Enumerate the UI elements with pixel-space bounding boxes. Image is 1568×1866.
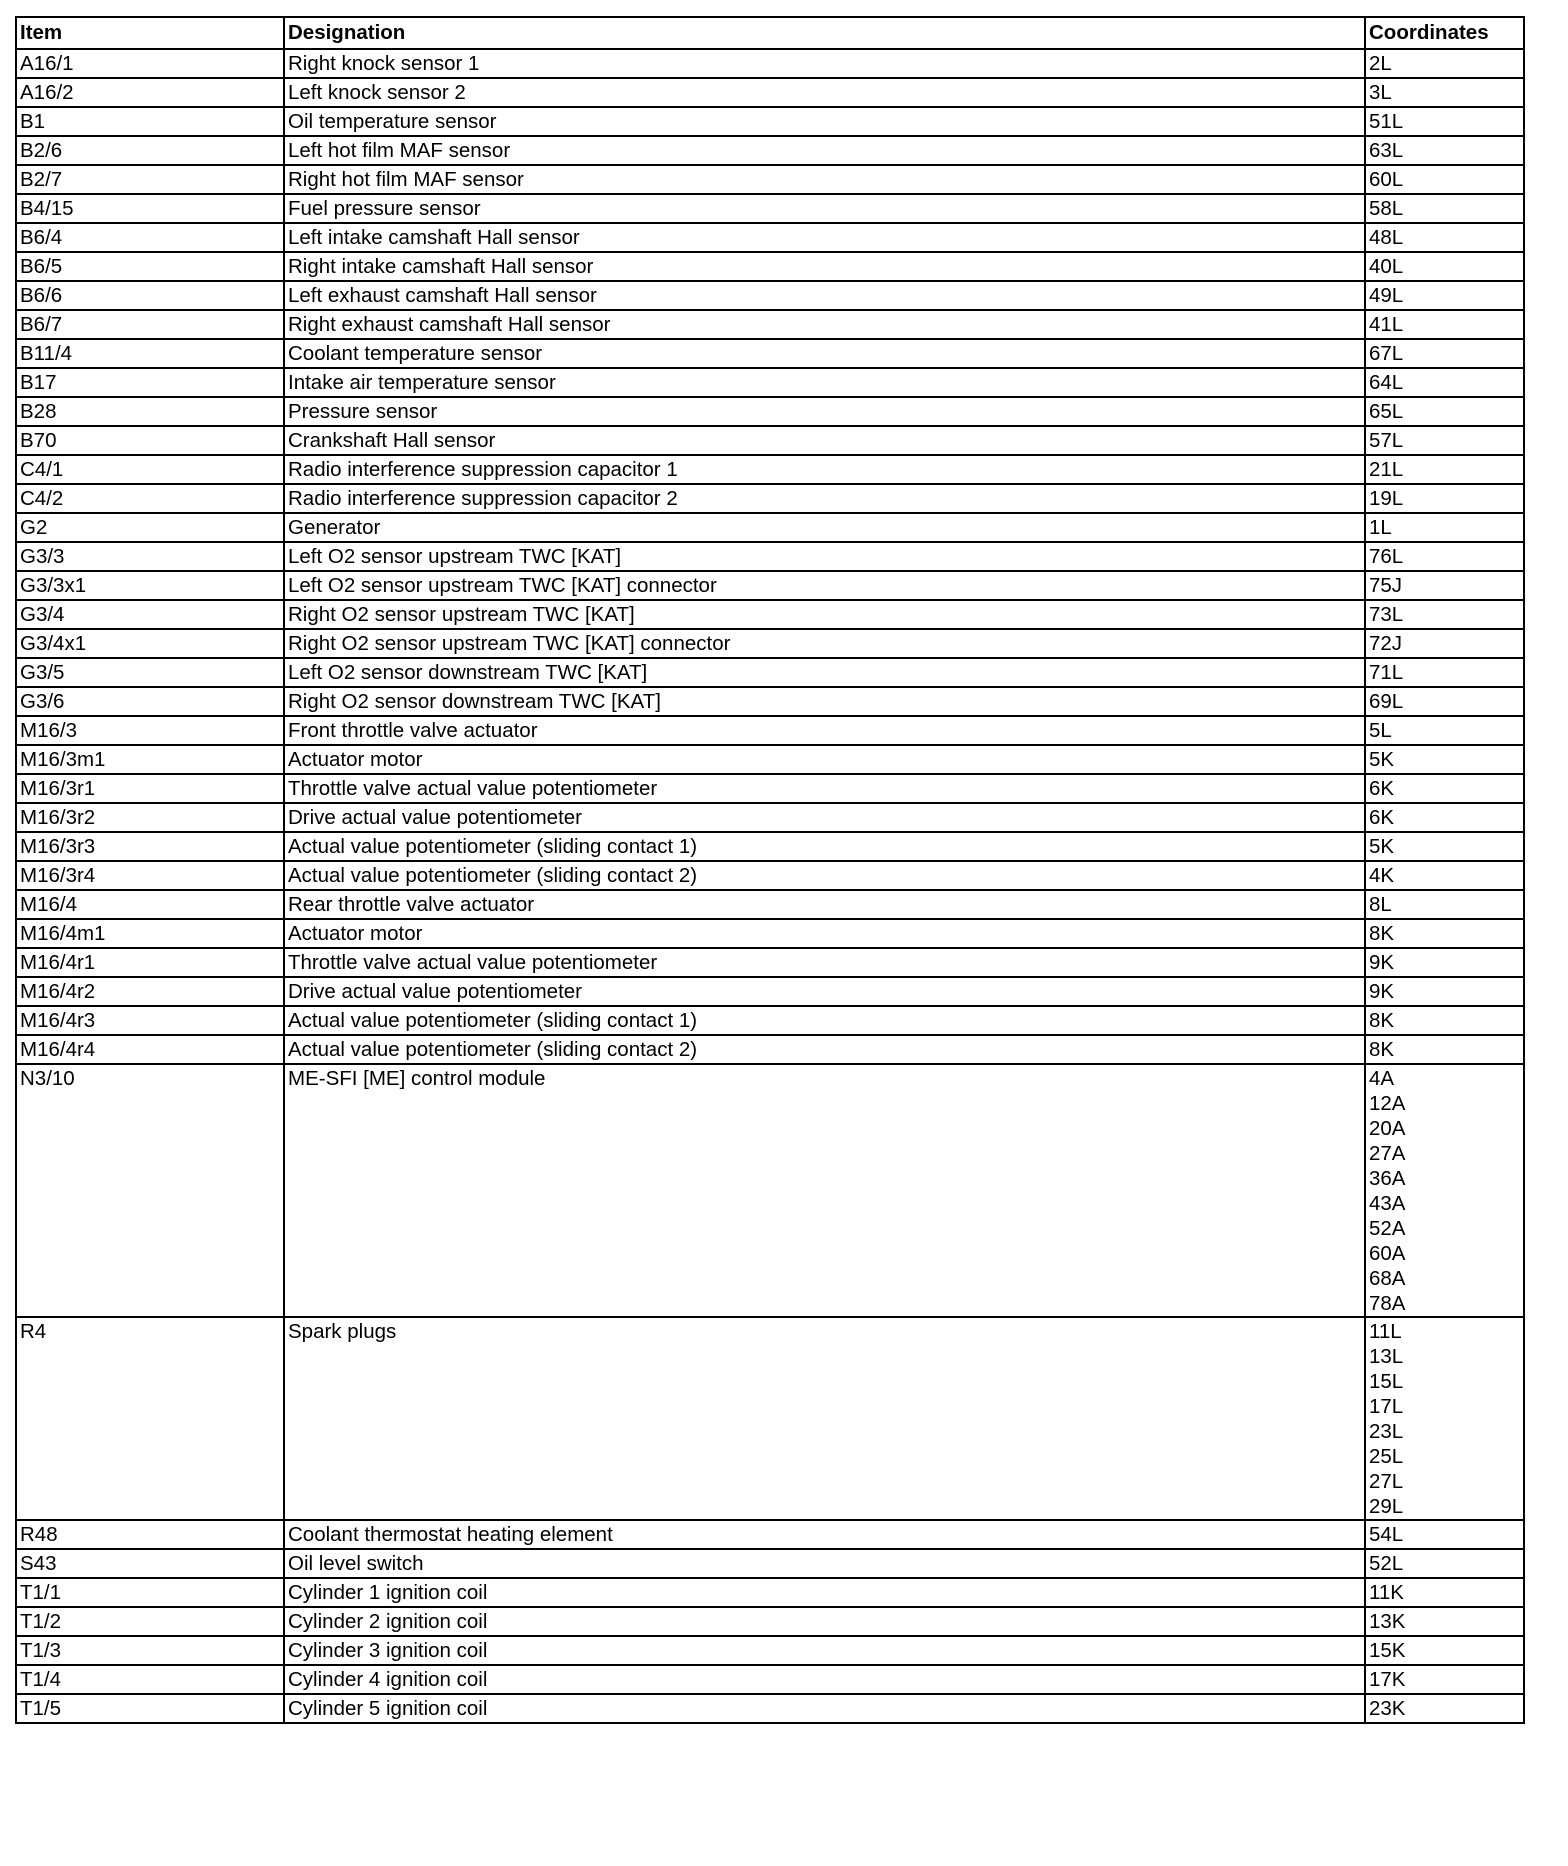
- coordinate-value: 15L: [1369, 1370, 1404, 1393]
- table-row: [16, 977, 1524, 1006]
- coordinates-cell: [1365, 107, 1524, 136]
- coordinate-value: 19L: [1369, 487, 1404, 510]
- table-row: [16, 223, 1524, 252]
- coordinate-value: 8K: [1369, 1009, 1395, 1032]
- coordinates-cell: [1365, 1694, 1524, 1723]
- item-cell: M16/4: [16, 890, 284, 919]
- designation-cell: Right intake camshaft Hall sensor: [284, 252, 1365, 281]
- coordinate-value: 73L: [1369, 603, 1404, 626]
- designation-cell: Coolant temperature sensor: [284, 339, 1365, 368]
- table-row: [16, 339, 1524, 368]
- table-row: [16, 455, 1524, 484]
- table-row: [16, 542, 1524, 571]
- designation-cell: Right hot film MAF sensor: [284, 165, 1365, 194]
- coordinate-value: 43A: [1369, 1192, 1406, 1215]
- item-column-header: Item: [16, 17, 284, 49]
- coordinate-value: 27A: [1369, 1142, 1406, 1165]
- designation-cell: Left intake camshaft Hall sensor: [284, 223, 1365, 252]
- coordinates-cell: [1365, 368, 1524, 397]
- designation-cell: Rear throttle valve actuator: [284, 890, 1365, 919]
- designation-column-header: Designation: [284, 17, 1365, 49]
- item-cell: G3/3x1: [16, 571, 284, 600]
- coordinates-cell: [1365, 1006, 1524, 1035]
- coordinate-value: 23L: [1369, 1420, 1404, 1443]
- designation-cell: Front throttle valve actuator: [284, 716, 1365, 745]
- item-cell: M16/4r2: [16, 977, 284, 1006]
- designation-cell: Cylinder 5 ignition coil: [284, 1694, 1365, 1723]
- designation-cell: Actual value potentiometer (sliding contact 2): [284, 861, 1365, 890]
- table-row: [16, 1665, 1524, 1694]
- table-row: [16, 658, 1524, 687]
- table-row: [16, 78, 1524, 107]
- coordinate-value: 6K: [1369, 806, 1395, 829]
- item-cell: N3/10: [16, 1064, 284, 1317]
- table-row: [16, 1520, 1524, 1549]
- coordinates-cell: [1365, 745, 1524, 774]
- coordinate-value: 51L: [1369, 110, 1404, 133]
- coordinate-value: 52A: [1369, 1217, 1406, 1240]
- coordinate-value: 8L: [1369, 893, 1392, 916]
- table-row: [16, 165, 1524, 194]
- item-cell: B6/5: [16, 252, 284, 281]
- coordinate-value: 20A: [1369, 1117, 1406, 1140]
- table-row: [16, 571, 1524, 600]
- designation-cell: Radio interference suppression capacitor 2: [284, 484, 1365, 513]
- coordinates-cell: [1365, 803, 1524, 832]
- table-row: [16, 1636, 1524, 1665]
- coordinates-cell: [1365, 861, 1524, 890]
- item-cell: A16/2: [16, 78, 284, 107]
- designation-cell: Actuator motor: [284, 919, 1365, 948]
- coordinate-value: 12A: [1369, 1092, 1406, 1115]
- coordinate-value: 9K: [1369, 980, 1395, 1003]
- coordinate-value: 21L: [1369, 458, 1404, 481]
- item-cell: G3/5: [16, 658, 284, 687]
- coordinates-cell: [1365, 542, 1524, 571]
- designation-cell: Actuator motor: [284, 745, 1365, 774]
- coordinate-value: 78A: [1369, 1292, 1406, 1315]
- designation-cell: Right O2 sensor upstream TWC [KAT]: [284, 600, 1365, 629]
- coordinate-value: 13K: [1369, 1610, 1406, 1633]
- designation-cell: Left O2 sensor downstream TWC [KAT]: [284, 658, 1365, 687]
- coordinates-cell: [1365, 223, 1524, 252]
- item-cell: G3/4: [16, 600, 284, 629]
- coordinates-cell: [1365, 49, 1524, 78]
- coordinates-cell: [1365, 1607, 1524, 1636]
- coordinate-value: 69L: [1369, 690, 1404, 713]
- coordinate-value: 40L: [1369, 255, 1404, 278]
- table-row: [16, 1578, 1524, 1607]
- table-header-row: [16, 17, 1524, 49]
- designation-cell: Oil level switch: [284, 1549, 1365, 1578]
- designation-cell: Spark plugs: [284, 1317, 1365, 1520]
- coordinate-value: 13L: [1369, 1345, 1404, 1368]
- coordinate-value: 8K: [1369, 922, 1395, 945]
- coordinates-cell: [1365, 252, 1524, 281]
- designation-cell: Coolant thermostat heating element: [284, 1520, 1365, 1549]
- item-cell: M16/3r2: [16, 803, 284, 832]
- designation-cell: Right O2 sensor downstream TWC [KAT]: [284, 687, 1365, 716]
- designation-cell: Cylinder 4 ignition coil: [284, 1665, 1365, 1694]
- item-cell: B70: [16, 426, 284, 455]
- item-cell: G3/6: [16, 687, 284, 716]
- coordinate-value: 67L: [1369, 342, 1404, 365]
- coordinates-cell: [1365, 890, 1524, 919]
- table-row: [16, 774, 1524, 803]
- coordinate-value: 11K: [1369, 1581, 1404, 1604]
- coordinates-cell: [1365, 687, 1524, 716]
- item-cell: B11/4: [16, 339, 284, 368]
- table-row: [16, 426, 1524, 455]
- table-row: [16, 1317, 1524, 1520]
- coordinate-value: 5K: [1369, 835, 1395, 858]
- coordinate-value: 60A: [1369, 1242, 1406, 1265]
- coordinate-value: 75J: [1369, 574, 1403, 597]
- coordinates-cell: [1365, 1035, 1524, 1064]
- item-cell: M16/3r3: [16, 832, 284, 861]
- table-row: [16, 1064, 1524, 1317]
- item-cell: B1: [16, 107, 284, 136]
- table-row: [16, 745, 1524, 774]
- item-cell: M16/3m1: [16, 745, 284, 774]
- coordinates-cell: [1365, 136, 1524, 165]
- coordinates-cell: [1365, 1064, 1524, 1317]
- coordinates-cell: [1365, 78, 1524, 107]
- item-cell: T1/2: [16, 1607, 284, 1636]
- coordinates-cell: [1365, 339, 1524, 368]
- item-cell: G2: [16, 513, 284, 542]
- coordinate-value: 52L: [1369, 1552, 1404, 1575]
- coordinate-value: 25L: [1369, 1445, 1404, 1468]
- coordinate-value: 76L: [1369, 545, 1404, 568]
- table-body: [16, 49, 1524, 1723]
- designation-cell: Cylinder 2 ignition coil: [284, 1607, 1365, 1636]
- item-cell: M16/3: [16, 716, 284, 745]
- designation-cell: Throttle valve actual value potentiometer: [284, 774, 1365, 803]
- coordinates-cell: [1365, 948, 1524, 977]
- designation-cell: Right knock sensor 1: [284, 49, 1365, 78]
- item-cell: C4/2: [16, 484, 284, 513]
- item-cell: B6/7: [16, 310, 284, 339]
- table-row: [16, 1694, 1524, 1723]
- designation-cell: Left exhaust camshaft Hall sensor: [284, 281, 1365, 310]
- coordinates-cell: [1365, 426, 1524, 455]
- item-cell: M16/4r1: [16, 948, 284, 977]
- designation-cell: ME-SFI [ME] control module: [284, 1064, 1365, 1317]
- coordinates-cell: [1365, 1578, 1524, 1607]
- coordinate-value: 17L: [1369, 1395, 1404, 1418]
- designation-cell: Left hot film MAF sensor: [284, 136, 1365, 165]
- coordinate-value: 3L: [1369, 81, 1392, 104]
- item-cell: T1/1: [16, 1578, 284, 1607]
- coordinate-value: 29L: [1369, 1495, 1404, 1518]
- table-row: [16, 49, 1524, 78]
- coordinate-value: 5L: [1369, 719, 1392, 742]
- item-cell: M16/4r3: [16, 1006, 284, 1035]
- item-cell: B2/6: [16, 136, 284, 165]
- coordinate-value: 68A: [1369, 1267, 1406, 1290]
- coordinate-value: 58L: [1369, 197, 1404, 220]
- table-row: [16, 1549, 1524, 1578]
- coordinate-value: 36A: [1369, 1167, 1406, 1190]
- designation-cell: Pressure sensor: [284, 397, 1365, 426]
- coordinate-value: 9K: [1369, 951, 1395, 974]
- table-row: [16, 368, 1524, 397]
- table-row: [16, 919, 1524, 948]
- designation-cell: Intake air temperature sensor: [284, 368, 1365, 397]
- component-table: [15, 16, 1525, 1724]
- item-cell: S43: [16, 1549, 284, 1578]
- coordinate-value: 27L: [1369, 1470, 1404, 1493]
- table-row: [16, 832, 1524, 861]
- table-row: [16, 1035, 1524, 1064]
- coordinates-cell: [1365, 484, 1524, 513]
- designation-cell: Right O2 sensor upstream TWC [KAT] connector: [284, 629, 1365, 658]
- item-cell: M16/3r4: [16, 861, 284, 890]
- item-cell: B2/7: [16, 165, 284, 194]
- coordinate-value: 23K: [1369, 1697, 1406, 1720]
- table-row: [16, 194, 1524, 223]
- item-cell: R48: [16, 1520, 284, 1549]
- designation-cell: Drive actual value potentiometer: [284, 977, 1365, 1006]
- coordinates-cell: [1365, 397, 1524, 426]
- designation-cell: Radio interference suppression capacitor 1: [284, 455, 1365, 484]
- designation-cell: Actual value potentiometer (sliding contact 1): [284, 1006, 1365, 1035]
- coordinates-cell: [1365, 455, 1524, 484]
- item-cell: B6/4: [16, 223, 284, 252]
- item-cell: M16/4m1: [16, 919, 284, 948]
- table-row: [16, 1006, 1524, 1035]
- coordinate-value: 63L: [1369, 139, 1404, 162]
- table-row: [16, 310, 1524, 339]
- designation-cell: Actual value potentiometer (sliding contact 1): [284, 832, 1365, 861]
- coordinate-value: 6K: [1369, 777, 1395, 800]
- coordinate-value: 15K: [1369, 1639, 1406, 1662]
- coordinate-value: 1L: [1369, 516, 1392, 539]
- designation-cell: Generator: [284, 513, 1365, 542]
- coordinates-cell: [1365, 832, 1524, 861]
- designation-cell: Left O2 sensor upstream TWC [KAT] connector: [284, 571, 1365, 600]
- item-cell: T1/3: [16, 1636, 284, 1665]
- coordinate-value: 11L: [1369, 1320, 1402, 1343]
- item-cell: R4: [16, 1317, 284, 1520]
- coordinates-cell: [1365, 774, 1524, 803]
- coordinate-value: 57L: [1369, 429, 1404, 452]
- table-row: [16, 484, 1524, 513]
- coordinates-cell: [1365, 513, 1524, 542]
- table-row: [16, 281, 1524, 310]
- table-row: [16, 136, 1524, 165]
- designation-cell: Cylinder 3 ignition coil: [284, 1636, 1365, 1665]
- coordinates-cell: [1365, 919, 1524, 948]
- table-row: [16, 629, 1524, 658]
- item-cell: M16/3r1: [16, 774, 284, 803]
- coordinate-value: 41L: [1369, 313, 1404, 336]
- coordinate-value: 4K: [1369, 864, 1395, 887]
- coordinates-cell: [1365, 629, 1524, 658]
- table-row: [16, 513, 1524, 542]
- coordinate-value: 71L: [1369, 661, 1404, 684]
- designation-cell: Drive actual value potentiometer: [284, 803, 1365, 832]
- designation-cell: Throttle valve actual value potentiometer: [284, 948, 1365, 977]
- coordinates-cell: [1365, 194, 1524, 223]
- coordinate-value: 8K: [1369, 1038, 1395, 1061]
- coordinate-value: 72J: [1369, 632, 1403, 655]
- table-row: [16, 1607, 1524, 1636]
- item-cell: C4/1: [16, 455, 284, 484]
- coordinate-value: 60L: [1369, 168, 1404, 191]
- coordinate-value: 2L: [1369, 52, 1392, 75]
- coordinates-cell: [1365, 165, 1524, 194]
- designation-cell: Crankshaft Hall sensor: [284, 426, 1365, 455]
- table-row: [16, 890, 1524, 919]
- coordinate-value: 5K: [1369, 748, 1395, 771]
- coordinates-cell: [1365, 600, 1524, 629]
- coordinate-value: 49L: [1369, 284, 1404, 307]
- coordinates-cell: [1365, 310, 1524, 339]
- table-row: [16, 107, 1524, 136]
- coordinate-value: 54L: [1369, 1523, 1404, 1546]
- coordinates-column-header: Coordinates: [1365, 17, 1524, 49]
- item-cell: M16/4r4: [16, 1035, 284, 1064]
- coordinate-value: 4A: [1369, 1067, 1395, 1090]
- coordinates-cell: [1365, 658, 1524, 687]
- designation-cell: Cylinder 1 ignition coil: [284, 1578, 1365, 1607]
- table-row: [16, 948, 1524, 977]
- coordinates-cell: [1365, 977, 1524, 1006]
- item-cell: B17: [16, 368, 284, 397]
- coordinates-cell: [1365, 716, 1524, 745]
- table-row: [16, 600, 1524, 629]
- item-cell: T1/5: [16, 1694, 284, 1723]
- item-cell: T1/4: [16, 1665, 284, 1694]
- coordinates-cell: [1365, 571, 1524, 600]
- coordinate-value: 17K: [1369, 1668, 1406, 1691]
- table-row: [16, 803, 1524, 832]
- table-row: [16, 716, 1524, 745]
- designation-cell: Actual value potentiometer (sliding contact 2): [284, 1035, 1365, 1064]
- table-row: [16, 252, 1524, 281]
- coordinates-cell: [1365, 1665, 1524, 1694]
- coordinates-cell: [1365, 1520, 1524, 1549]
- designation-cell: Left knock sensor 2: [284, 78, 1365, 107]
- coordinate-value: 64L: [1369, 371, 1404, 394]
- table-row: [16, 861, 1524, 890]
- item-cell: B6/6: [16, 281, 284, 310]
- designation-cell: Left O2 sensor upstream TWC [KAT]: [284, 542, 1365, 571]
- coordinate-value: 48L: [1369, 226, 1404, 249]
- coordinates-cell: [1365, 281, 1524, 310]
- coordinates-cell: [1365, 1549, 1524, 1578]
- item-cell: G3/3: [16, 542, 284, 571]
- coordinates-cell: [1365, 1317, 1524, 1520]
- item-cell: B4/15: [16, 194, 284, 223]
- table-row: [16, 397, 1524, 426]
- item-cell: G3/4x1: [16, 629, 284, 658]
- table-row: [16, 687, 1524, 716]
- designation-cell: Right exhaust camshaft Hall sensor: [284, 310, 1365, 339]
- item-cell: B28: [16, 397, 284, 426]
- item-cell: A16/1: [16, 49, 284, 78]
- coordinate-value: 65L: [1369, 400, 1404, 423]
- designation-cell: Fuel pressure sensor: [284, 194, 1365, 223]
- coordinates-cell: [1365, 1636, 1524, 1665]
- designation-cell: Oil temperature sensor: [284, 107, 1365, 136]
